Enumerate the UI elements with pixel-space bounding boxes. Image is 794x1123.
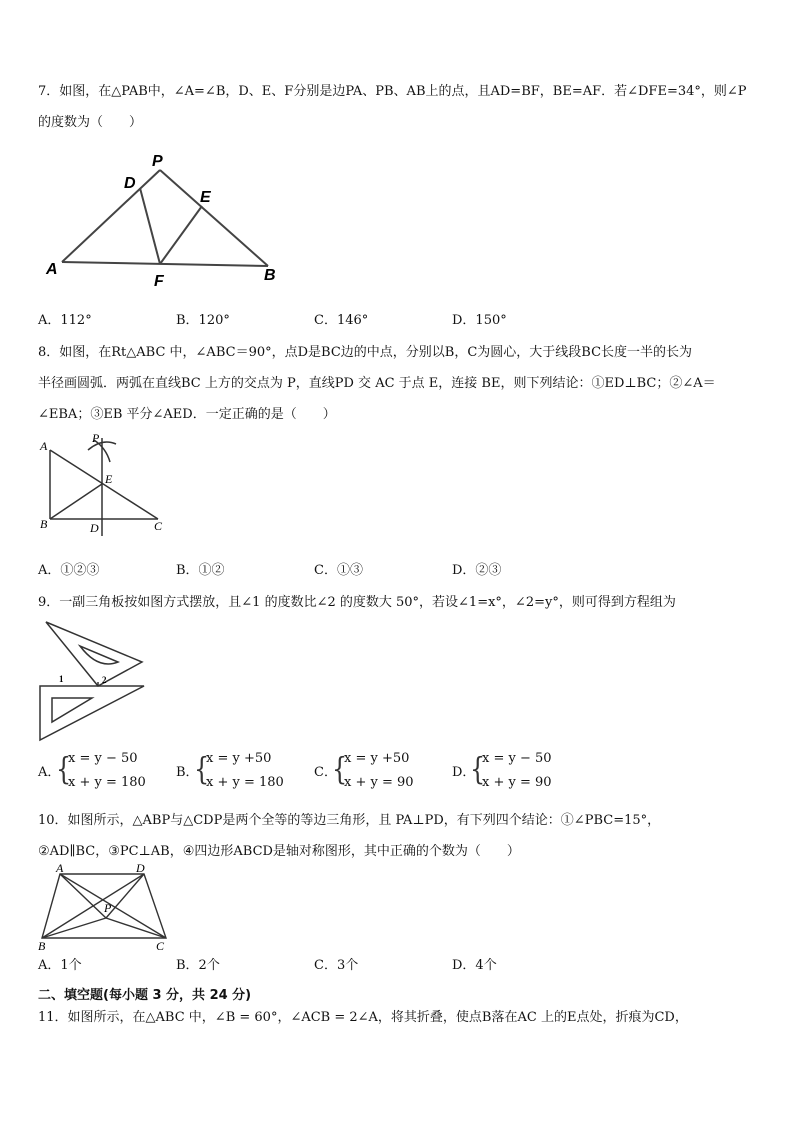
question-10-line-2: ②AD∥BC，③PC⊥AB，④四边形ABCD是轴对称图形，其中正确的个数为（ ）: [38, 844, 520, 859]
brace-icon: {: [56, 750, 72, 788]
q9-option-d-eq2: x + y = 90: [482, 775, 552, 790]
label-d: D: [90, 521, 99, 535]
segment-be: [50, 484, 102, 519]
label-a: A: [40, 439, 48, 453]
q8-option-b: B．①②: [176, 563, 225, 578]
triangle-cutout: [52, 698, 92, 722]
q9-option-c-eq2: x + y = 90: [344, 775, 414, 790]
q9-option-d-eq1: x = y − 50: [482, 751, 552, 766]
segment-ap: [62, 170, 160, 262]
question-8-line-2: 半径画圆弧．两弧在直线BC 上方的交点为 P，直线PD 交 AC 于点 E，连接 BE，则下列结论：①ED⊥BC；②∠A＝: [38, 376, 716, 391]
label-d: D: [136, 862, 145, 875]
q9-option-a-letter: A．: [38, 765, 61, 780]
q10-option-a: A．1个: [38, 958, 82, 973]
segment-pb: [160, 170, 268, 266]
question-10-line-1: 10．如图所示，△ABP与△CDP是两个全等的等边三角形，且 PA⊥PD，有下列四个结论：①∠PBC=15°，: [38, 813, 661, 828]
label-p: P: [152, 153, 163, 170]
label-f: F: [154, 273, 164, 290]
segment-ab: [62, 262, 268, 266]
label-d: D: [124, 175, 136, 192]
q9-option-c-eq1: x = y +50: [344, 751, 410, 766]
label-b: B: [40, 517, 48, 531]
label-e: E: [200, 189, 211, 206]
section-2-heading: 二、填空题(每小题 3 分，共 24 分): [38, 988, 252, 1003]
figure-q9-set-squares: [36, 616, 156, 744]
label-c: C: [154, 519, 163, 533]
q10-option-d: D．4个: [452, 958, 497, 973]
q9-option-d-system: [470, 748, 580, 796]
q7-option-c: C．146°: [314, 313, 369, 328]
q7-option-d: D．150°: [452, 313, 507, 328]
q9-option-c-system: [332, 748, 442, 796]
segment-dp: [106, 874, 144, 918]
q10-option-c: C．3个: [314, 958, 359, 973]
label-a: A: [56, 862, 64, 875]
question-7-line-2: 的度数为（ ）: [38, 115, 143, 130]
label-p: P: [92, 431, 100, 445]
question-9-line-1: 9．一副三角板按如图方式摆放，且∠1 的度数比∠2 的度数大 50°，若设∠1=x°，∠2=y°，则可得到方程组为: [38, 595, 676, 610]
label-b: B: [38, 939, 46, 952]
q8-option-a: A．①②③: [38, 563, 100, 578]
q9-option-b-letter: B．: [176, 765, 199, 780]
q7-option-b: B．120°: [176, 313, 230, 328]
protractor-cutout: [80, 646, 118, 664]
question-7-line-1: 7．如图，在△PAB中，∠A=∠B，D、E、F分别是边PA、PB、AB上的点，且AD=BF，BE=AF．若∠DFE=34°，则∠P: [38, 84, 747, 99]
label-c: C: [156, 939, 165, 952]
label-angle-1: 1: [59, 674, 64, 684]
figure-q10-quadrilateral: [36, 862, 174, 952]
question-8-line-1: 8．如图，在Rt△ABC 中，∠ABC＝90°，点D是BC边的中点，分别以B，C为圆心，大于线段BC长度一半的长为: [38, 345, 693, 360]
segment-cp: [106, 918, 166, 938]
q9-option-c-letter: C．: [314, 765, 337, 780]
segment-bp: [42, 918, 106, 938]
brace-icon: {: [194, 750, 210, 788]
label-b: B: [264, 267, 276, 284]
question-11-line-1: 11．如图所示，在△ABC 中，∠B = 60°，∠ACB = 2∠A，将其折叠，使点B落在AC 上的E点处，折痕为CD，: [38, 1010, 688, 1025]
brace-icon: {: [332, 750, 348, 788]
figure-q7-triangle: [40, 150, 300, 290]
triangle-ruler-bottom: [40, 686, 144, 740]
q7-option-a: A．112°: [38, 313, 92, 328]
segment-ap: [60, 874, 106, 918]
figure-q8-right-triangle: [36, 428, 176, 543]
label-e: E: [105, 472, 113, 486]
segment-df: [140, 188, 160, 264]
brace-icon: {: [470, 750, 486, 788]
segment-fe: [160, 206, 202, 264]
label-angle-2: 2: [102, 675, 107, 685]
q9-option-a-eq2: x + y = 180: [68, 775, 146, 790]
q9-option-b-eq2: x + y = 180: [206, 775, 284, 790]
label-p: P: [104, 901, 112, 915]
label-a: A: [46, 261, 58, 278]
q8-option-d: D．②③: [452, 563, 502, 578]
q9-option-a-system: [56, 748, 166, 796]
segment-ac: [60, 874, 166, 938]
q10-option-b: B．2个: [176, 958, 220, 973]
q9-option-b-system: [194, 748, 304, 796]
question-8-line-3: ∠EBA；③EB 平分∠AED．一定正确的是（ ）: [38, 407, 336, 422]
q9-option-d-letter: D．: [452, 765, 476, 780]
q9-option-a-eq1: x = y − 50: [68, 751, 138, 766]
q9-option-b-eq1: x = y +50: [206, 751, 272, 766]
q8-option-c: C．①③: [314, 563, 363, 578]
